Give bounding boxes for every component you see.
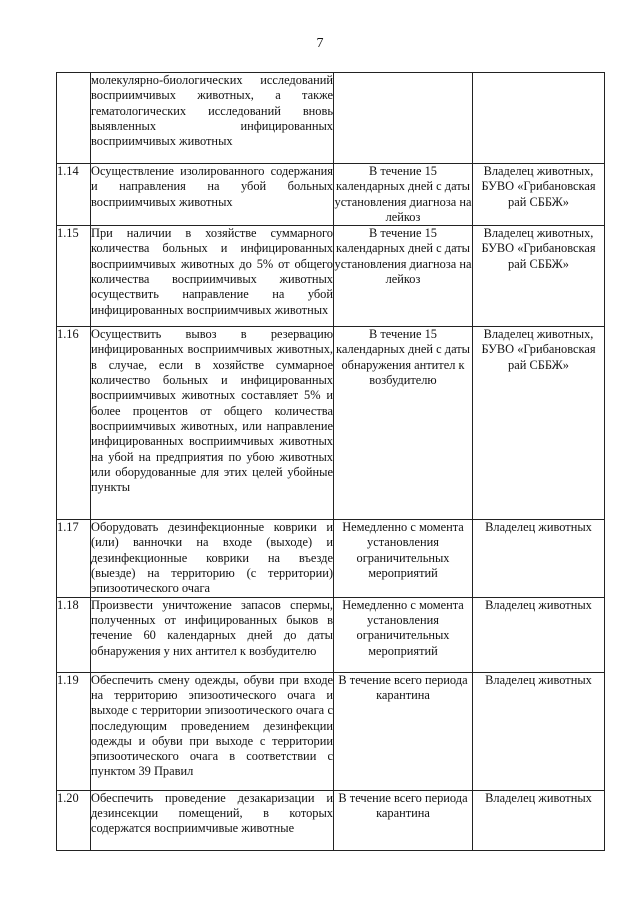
table-row [57,327,605,520]
page-number: 7 [316,36,324,51]
measure-text: Обеспечить смену одежды, обуви при входе на территорию эпизоотического очага и выходе с территории эпизоотического очага с последующим проведением дезинфекции одежды и обуви при выходе с территории эпизоотического очага в соответствии с пунктом 39 Правил [91,672,334,790]
table-row [57,597,605,672]
responsible-text [473,73,605,164]
deadline-text [334,73,473,164]
measure-text: При наличии в хозяйстве суммарного количества больных и инфицированных восприимчивых животных до 5% от общего количества восприимчивых животных осуществить направление на убой инфицированных восприимчивых животных [91,226,334,327]
measure-text: Произвести уничтожение запасов спермы, полученных от инфицированных быков в течение 60 календарных дней до даты обнаружения у них антител к возбудителю [91,597,334,672]
row-number: 1.19 [57,672,91,790]
row-number: 1.14 [57,164,91,226]
table-row [57,73,605,164]
row-number: 1.18 [57,597,91,672]
responsible-text: Владелец животных [473,597,605,672]
row-number: 1.16 [57,327,91,520]
table-row [57,672,605,790]
deadline-text: В течение всего периода карантина [334,790,473,850]
responsible-text: Владелец животных [473,520,605,597]
deadline-text: В течение 15 календарных дней с даты установления диагноза на лейкоз [334,164,472,224]
table-row [57,790,605,850]
responsible-text: Владелец животных, БУВО «Грибановская рай СББЖ» [473,327,605,520]
responsible-text: Владелец животных, БУВО «Грибановская рай СББЖ» [473,226,605,327]
measure-text: Осуществить вывоз в резервацию инфицированных восприимчивых животных, в случае, если в хозяйстве суммарное количество больных и инфицированных восприимчивых животных составляет 5% и более процентов от общего количества восприимчивых животных, или направление инфицированных восприимчивых животных на убой на предприятия по убою животных или оборудованные для этих целей убойные пункты [91,327,334,520]
measure-text: молекулярно-биологических исследований восприимчивых животных, а также гематологических исследований вновь выявленных инфицированных восприимчивых животных [91,73,334,164]
table-row [57,520,605,597]
deadline-text: В течение всего периода карантина [334,672,473,790]
measure-text: Осуществление изолированного содержания и направления на убой больных восприимчивых животных [91,164,334,226]
row-number: 1.17 [57,520,91,597]
responsible-text: Владелец животных [473,672,605,790]
responsible-text: Владелец животных, БУВО «Грибановская рай СББЖ» [473,164,605,226]
deadline-text: В течение 15 календарных дней с даты обнаружения антител к возбудителю [334,327,473,520]
measure-text: Обеспечить проведение дезакаризации и дезинсекции помещений, в которых содержатся восприимчивые животные [91,790,334,850]
row-number: 1.15 [57,226,91,327]
deadline-text: В течение 15 календарных дней с даты установления диагноза на лейкоз [334,226,473,327]
deadline-text: Немедленно с момента установления ограничительных мероприятий [334,597,473,672]
table-row [57,226,605,327]
measures-table [56,72,605,851]
row-number [57,73,91,164]
table-row [57,164,605,226]
deadline-text: Немедленно с момента установления ограничительных мероприятий [334,520,473,597]
row-number: 1.20 [57,790,91,850]
measure-text: Оборудовать дезинфекционные коврики и (или) ванночки на входе (выходе) и дезинфекционные коврики на въезде (выезде) на территорию (с территории) эпизоотического очага [91,520,333,596]
responsible-text: Владелец животных [473,790,605,850]
